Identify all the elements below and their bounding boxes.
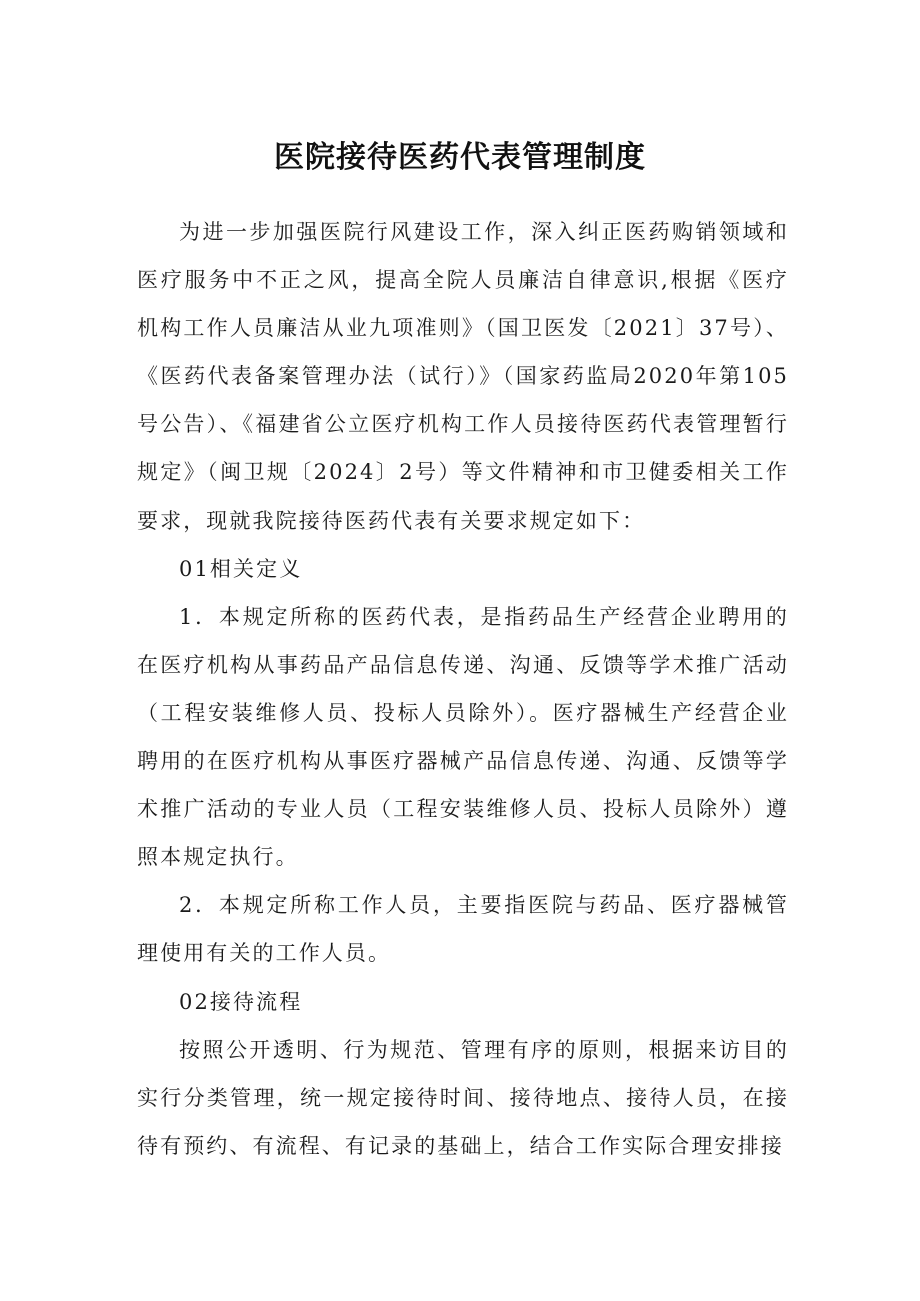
intro-paragraph: 为进一步加强医院行风建设工作，深入纠正医药购销领域和医疗服务中不正之风，提高全院人员廉洁自律意识,根据《医疗机构工作人员廉洁从业九项准则》（国卫医发〔2021〕37号）、《医药代表备案管理办法（试行）》（国家药监局2020年第105号公告）、《福建省公立医疗机构工作人员接待医药代表管理暂行规定》（闽卫规〔2024〕2号）等文件精神和市卫健委相关工作要求，现就我院接待医药代表有关要求规定如下： xyxy=(137,220,789,533)
section-heading-reception-process: 02接待流程 xyxy=(179,989,303,1014)
section-heading-definitions: 01相关定义 xyxy=(179,556,303,581)
definition-item-2: 2．本规定所称工作人员，主要指医院与药品、医疗器械管理使用有关的工作人员。 xyxy=(137,893,789,966)
definition-item-1: 1．本规定所称的医药代表，是指药品生产经营企业聘用的在医疗机构从事药品产品信息传递、沟通、反馈等学术推广活动（工程安装维修人员、投标人员除外）。医疗器械生产经营企业聘用的在医疗机构从事医疗器械产品信息传递、沟通、反馈等学术推广活动的专业人员（工程安装维修人员、投标人员除外）遵照本规定执行。 xyxy=(137,604,789,870)
document-title: 医院接待医药代表管理制度 xyxy=(274,140,646,175)
document-body xyxy=(137,208,789,1170)
reception-process-paragraph: 按照公开透明、行为规范、管理有序的原则，根据来访目的实行分类管理，统一规定接待时间、接待地点、接待人员，在接待有预约、有流程、有记录的基础上，结合工作实际合理安排接 xyxy=(137,1037,789,1158)
